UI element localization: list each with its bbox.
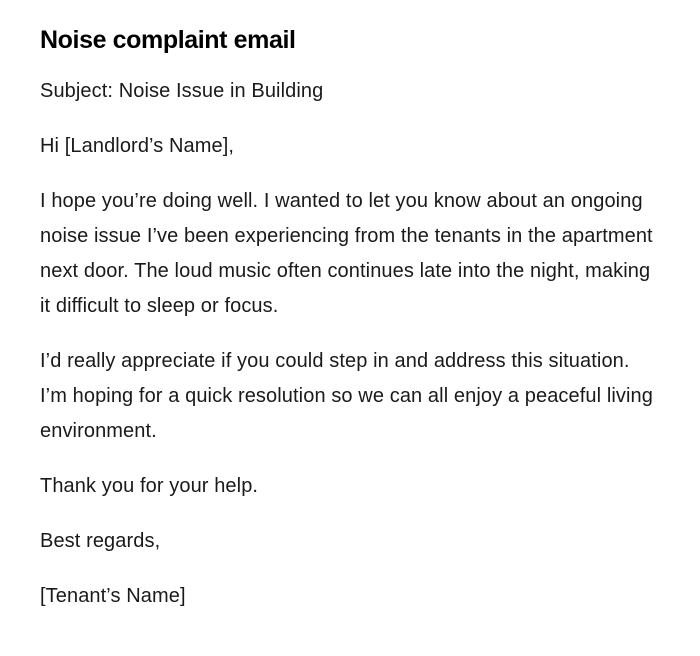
email-thanks: Thank you for your help. (40, 475, 259, 497)
email-subject: Subject: Noise Issue in Building (40, 80, 324, 102)
email-greeting: Hi [Landlord’s Name], (40, 135, 235, 157)
document-title: Noise complaint email (40, 26, 296, 54)
email-signature: [Tenant’s Name] (40, 585, 186, 607)
email-body-paragraph-1: I hope you’re doing well. I wanted to let you know about an ongoing noise issue I’ve been experiencing from the tenants in the apartment next door. The loud music often continues late into the night, making it difficult to sleep or focus. (40, 190, 653, 317)
email-closing: Best regards, (40, 530, 161, 552)
email-body-paragraph-2: I’d really appreciate if you could step in and address this situation. I’m hoping for a quick resolution so we can all enjoy a peaceful living environment. (40, 350, 653, 442)
